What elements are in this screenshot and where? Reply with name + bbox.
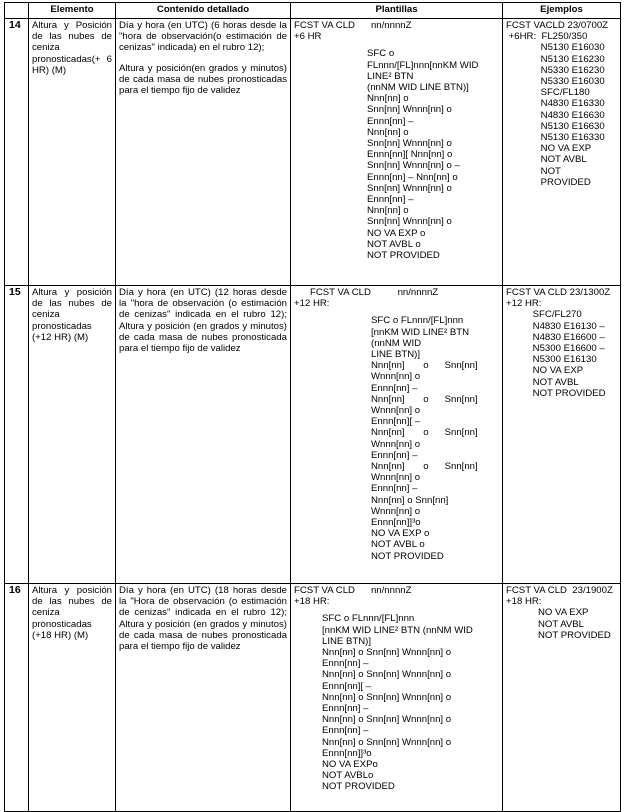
header-row <box>5 3 621 19</box>
row-ejemplos <box>503 19 621 286</box>
ejemplos-text: FCST VA CLD 23/1300Z +12 HR: SFC/FL270 N4830 E16130 – N4830 E16600 – N5300 E16600 – N5300 E16130 NO VA EXP NOT AVBL NOT PROVIDED <box>506 287 611 399</box>
plantilla-body: SFC o FLnnn/[FL]nnn [nnKM WID LINE² BTN (nnNM WID LINE BTN)] Nnn[nn] o Snn[nn] Wnnn[nn] o Ennn[nn] – Nnn[nn] o Snn[nn] Wnnn[nn] o Ennn[nn][ – Nnn[nn] o Snn[nn] Wnnn[nn] o Ennn[nn] – Nnn[nn] o Snn[nn] Wnnn[nn] o Ennn[nn] – Nnn[nn] o Snn[nn] Wnnn[nn] o Ennn[nn]]³o NO VA EXPo NOT AVBLo NOT PROVIDED <box>322 613 473 793</box>
table-row <box>5 286 621 584</box>
plantilla-body: SFC o FLnnn/[FL]nnn [nnKM WID LINE² BTN (nnNM WID LINE BTN)] Nnn[nn] o Snn[nn] Wnnn[nn] o Ennn[nn] – Nnn[nn] o Snn[nn] Wnnn[nn] o Ennn[nn][ – Nnn[nn] o Snn[nn] Wnnn[nn] o Ennn[nn] – Nnn[nn] o Snn[nn] Wnnn[nn] o Ennn[nn] – Nnn[nn] o Snn[nn] Wnnn[nn] o Ennn[nn]]³o NO VA EXP o NOT AVBL o NOT PROVIDED <box>371 315 478 562</box>
row-plantilla <box>291 584 503 812</box>
contenido-paragraph: Día y hora (en UTC) (6 horas desde la "hora de observación(o estimación de cenizas" indicada) en el rubro 12); <box>119 20 287 54</box>
row-contenido <box>116 286 291 584</box>
table-row <box>5 584 621 812</box>
header-elemento: Elemento <box>29 3 116 19</box>
row-number: 14 <box>5 19 29 286</box>
contenido-paragraph: Día y hora (en UTC) (12 horas desde la "hora de observación (o estimación de cenizas" indicada en el rubro 12); Altura y posición (en grados y minutos) de cada masa de nubes pronosticada para el tiempo fijo de validez <box>119 287 287 355</box>
row-elemento: Altura y posición de las nubes de ceniza pronosticadas (+12 HR) (M) <box>29 286 116 584</box>
contenido-paragraph: Altura y posición(en grados y minutos) de cada masa de nubes pronosticadas para el tiempo fijo de validez <box>119 62 287 97</box>
header-num <box>5 3 29 19</box>
ejemplos-text: FCST VACLD 23/0700Z +6HR: FL250/350 N5130 E16030 N5130 E16230 N5330 E16230 N5330 E16030 SFC/FL180 N4830 E16330 N4830 E16630 N5130 E16630 N5130 E16330 NO VA EXP NOT AVBL NOT PROVIDED <box>506 20 609 188</box>
header-plantillas: Plantillas <box>291 3 503 19</box>
row-elemento: Altura y posición de las nubes de ceniza pronosticadas (+18 HR) (M) <box>29 584 116 812</box>
header-ejemplos: Ejemplos <box>503 3 621 19</box>
va-advisory-table <box>4 2 621 812</box>
row-elemento: Altura y Posición de las nubes de ceniza pronosticadas(+ 6 HR) (M) <box>29 19 116 286</box>
plantilla-head: FCST VA CLD nn/nnnnZ +6 HR <box>294 20 412 43</box>
row-plantilla <box>291 19 503 286</box>
plantilla-head: FCST VA CLD nn/nnnnZ +12 HR: <box>294 287 439 310</box>
header-contenido: Contenido detallado <box>116 3 291 19</box>
row-ejemplos <box>503 584 621 812</box>
plantilla-head: FCST VA CLD nn/nnnnZ +18 HR: <box>294 585 412 608</box>
row-number: 15 <box>5 286 29 584</box>
row-ejemplos <box>503 286 621 584</box>
row-plantilla <box>291 286 503 584</box>
row-contenido <box>116 584 291 812</box>
plantilla-body: SFC o FLnnn/[FL]nnn[nnKM WID LINE² BTN (nnNM WID LINE BTN)] Nnn[nn] o Snn[nn] Wnnn[nn] o Ennn[nn] – Nnn[nn] o Snn[nn] Wnnn[nn] o Ennn[nn][ Nnn[nn] o Snn[nn] Wnnn[nn] o – Ennn[nn] – Nnn[nn] o Snn[nn] Wnnn[nn] o Ennn[nn] – Nnn[nn] o Snn[nn] Wnnn[nn] o NO VA EXP o NOT AVBL o NOT PROVIDED <box>367 48 479 262</box>
row-contenido <box>116 19 291 286</box>
contenido-paragraph: Día y hora (en UTC) (18 horas desde la "Hora de observación (o estimación de cenizas" indicada en el rubro 12); Altura y posición (en grados y minutos) de cada masa de nubes pronosticada para el tiempo fijo de validez <box>119 585 287 653</box>
table-row <box>5 19 621 286</box>
ejemplos-text: FCST VA CLD 23/1900Z +18 HR: NO VA EXP NOT AVBL NOT PROVIDED <box>506 585 613 641</box>
row-number: 16 <box>5 584 29 812</box>
